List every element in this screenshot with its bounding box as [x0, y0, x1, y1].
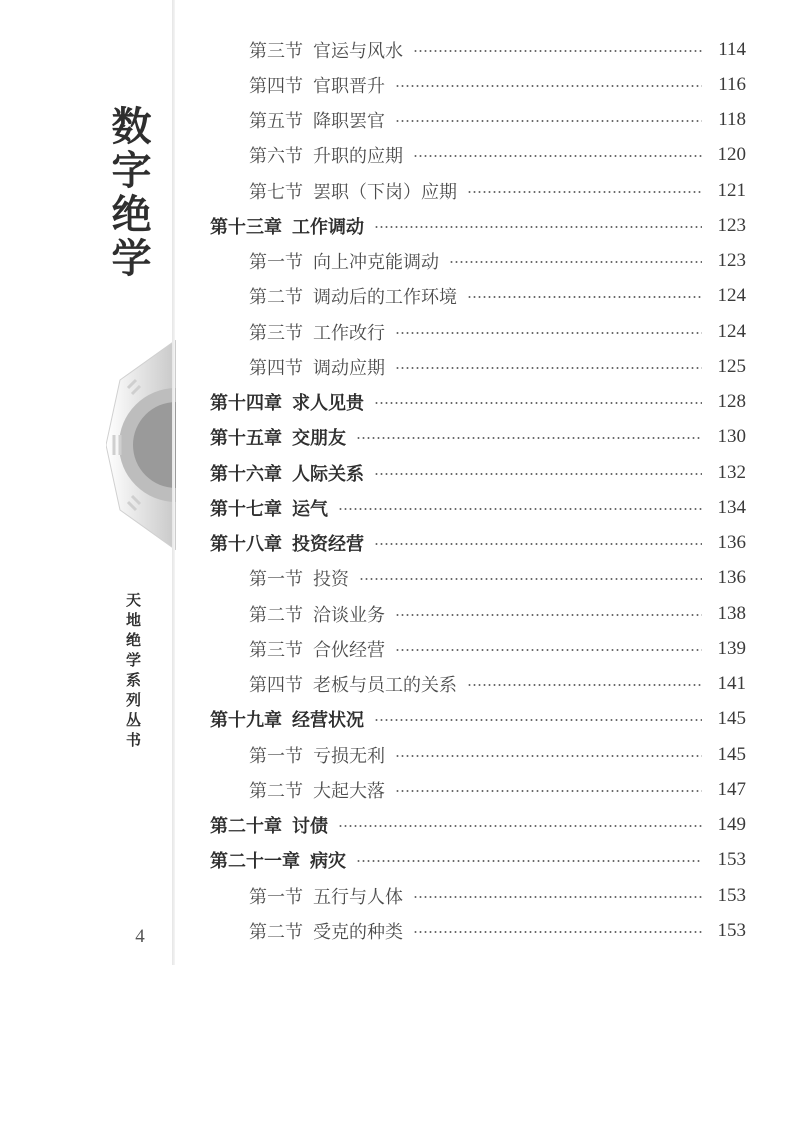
toc-section-entry [210, 349, 746, 384]
toc-section-entry [210, 244, 746, 279]
toc-entry-title: 官运与风水 [313, 40, 403, 62]
toc-entry-title: 罢职（下岗）应期 [313, 181, 457, 203]
toc-entry-label: 第十四章 [210, 393, 282, 415]
toc-entry-page: 153 [717, 884, 746, 906]
toc-entry-label: 第十五章 [210, 428, 282, 450]
toc-entry-title: 病灾 [310, 851, 346, 873]
bagua-emblem-icon [106, 340, 176, 550]
dot-leader [395, 649, 702, 651]
toc-entry-page: 145 [717, 708, 746, 730]
dot-leader [338, 825, 702, 827]
toc-section-entry [210, 103, 746, 138]
toc-chapter-entry [210, 455, 746, 490]
page-number: 4 [135, 926, 145, 947]
toc-entry-page: 123 [717, 250, 746, 272]
toc-entry-page: 128 [717, 391, 746, 413]
toc-chapter-entry [210, 420, 746, 455]
dot-leader [413, 931, 702, 933]
toc-entry-label: 第十九章 [210, 710, 282, 732]
dot-leader [395, 332, 702, 334]
toc-entry-page: 121 [717, 179, 746, 201]
toc-entry-label: 第二十一章 [210, 851, 300, 873]
toc-entry-title: 洽谈业务 [313, 604, 385, 626]
toc-entry-title: 调动后的工作环境 [313, 287, 457, 309]
toc-chapter-entry [210, 490, 746, 525]
toc-section-entry [210, 173, 746, 208]
toc-entry-label: 第一节 [249, 745, 303, 767]
toc-entry-page: 132 [717, 461, 746, 483]
toc-entry-title: 经营状况 [292, 710, 364, 732]
toc-entry-title: 运气 [292, 498, 328, 520]
toc-chapter-entry [210, 526, 746, 561]
dot-leader [356, 437, 702, 439]
toc-section-entry [210, 32, 746, 67]
margin-divider [172, 0, 175, 965]
toc-entry-page: 125 [717, 355, 746, 377]
dot-leader [413, 896, 702, 898]
toc-entry-label: 第二十章 [210, 816, 282, 838]
toc-entry-title: 投资 [313, 569, 349, 591]
book-title: 数字绝学 [105, 105, 152, 281]
toc-section-entry [210, 772, 746, 807]
toc-entry-page: 136 [717, 532, 746, 554]
dot-leader [356, 860, 702, 862]
dot-leader [395, 120, 702, 122]
dot-leader [395, 755, 702, 757]
dot-leader [413, 50, 702, 52]
dot-leader [467, 684, 702, 686]
toc-section-entry [210, 314, 746, 349]
toc-entry-page: 120 [717, 144, 746, 166]
toc-chapter-entry [210, 208, 746, 243]
dot-leader [374, 473, 702, 475]
toc-entry-title: 交朋友 [292, 428, 346, 450]
toc-entry-page: 145 [717, 743, 746, 765]
toc-entry-title: 向上冲克能调动 [313, 252, 439, 274]
dot-leader [413, 155, 702, 157]
toc-entry-label: 第三节 [249, 40, 303, 62]
dot-leader [467, 191, 702, 193]
dot-leader [467, 296, 702, 298]
toc-entry-label: 第一节 [249, 252, 303, 274]
toc-entry-page: 141 [717, 673, 746, 695]
toc-entry-page: 118 [718, 109, 746, 131]
toc-section-entry [210, 631, 746, 666]
toc-entry-title: 求人见贵 [292, 393, 364, 415]
toc-entry-label: 第三节 [249, 639, 303, 661]
toc-entry-title: 官职晋升 [313, 75, 385, 97]
toc-section-entry [210, 737, 746, 772]
toc-entry-label: 第六节 [249, 146, 303, 168]
toc-entry-title: 工作调动 [292, 216, 364, 238]
left-margin [0, 0, 176, 1125]
toc-entry-label: 第一节 [249, 886, 303, 908]
toc-entry-label: 第二节 [249, 780, 303, 802]
dot-leader [374, 543, 702, 545]
toc-section-entry [210, 913, 746, 948]
toc-section-entry [210, 67, 746, 102]
toc-entry-title: 降职罢官 [313, 111, 385, 133]
toc-entry-page: 124 [717, 320, 746, 342]
toc-entry-label: 第十八章 [210, 534, 282, 556]
dot-leader [395, 790, 702, 792]
dot-leader [374, 226, 702, 228]
toc-entry-title: 调动应期 [313, 357, 385, 379]
toc-entry-label: 第七节 [249, 181, 303, 203]
toc-section-entry [210, 279, 746, 314]
toc-entry-page: 138 [717, 602, 746, 624]
toc-entry-page: 153 [717, 849, 746, 871]
toc-section-entry [210, 561, 746, 596]
dot-leader [374, 402, 702, 404]
toc-entry-label: 第三节 [249, 322, 303, 344]
dot-leader [359, 578, 702, 580]
toc-entry-label: 第十三章 [210, 216, 282, 238]
toc-entry-page: 116 [718, 73, 746, 95]
dot-leader [374, 719, 702, 721]
toc-entry-title: 投资经营 [292, 534, 364, 556]
toc-entry-title: 老板与员工的关系 [313, 675, 457, 697]
series-title: 天地绝学系列丛书 [124, 592, 142, 752]
dot-leader [449, 261, 702, 263]
dot-leader [395, 367, 702, 369]
toc-entry-label: 第五节 [249, 111, 303, 133]
toc-entry-label: 第一节 [249, 569, 303, 591]
toc-section-entry [210, 878, 746, 913]
toc-entry-label: 第二节 [249, 604, 303, 626]
toc-entry-page: 153 [717, 919, 746, 941]
toc-entry-title: 五行与人体 [313, 886, 403, 908]
toc-entry-title: 人际关系 [292, 463, 364, 485]
table-of-contents [210, 32, 746, 949]
dot-leader [338, 508, 702, 510]
toc-chapter-entry [210, 808, 746, 843]
toc-entry-label: 第四节 [249, 357, 303, 379]
dot-leader [395, 614, 702, 616]
toc-entry-page: 149 [717, 814, 746, 836]
toc-entry-page: 134 [717, 496, 746, 518]
toc-entry-page: 123 [717, 214, 746, 236]
toc-entry-label: 第十六章 [210, 463, 282, 485]
toc-entry-page: 114 [718, 38, 746, 60]
toc-entry-label: 第十七章 [210, 498, 282, 520]
toc-section-entry [210, 138, 746, 173]
toc-entry-label: 第四节 [249, 75, 303, 97]
toc-entry-title: 升职的应期 [313, 146, 403, 168]
toc-entry-title: 亏损无利 [313, 745, 385, 767]
toc-chapter-entry [210, 702, 746, 737]
toc-entry-title: 讨债 [292, 816, 328, 838]
toc-section-entry [210, 667, 746, 702]
toc-chapter-entry [210, 385, 746, 420]
toc-entry-title: 大起大落 [313, 780, 385, 802]
toc-entry-page: 147 [717, 778, 746, 800]
toc-entry-page: 139 [717, 637, 746, 659]
dot-leader [395, 85, 702, 87]
toc-entry-page: 136 [717, 567, 746, 589]
toc-entry-label: 第二节 [249, 921, 303, 943]
toc-chapter-entry [210, 843, 746, 878]
toc-entry-title: 受克的种类 [313, 921, 403, 943]
toc-entry-page: 130 [717, 426, 746, 448]
toc-entry-title: 工作改行 [313, 322, 385, 344]
toc-entry-label: 第二节 [249, 287, 303, 309]
toc-entry-title: 合伙经营 [313, 639, 385, 661]
toc-entry-label: 第四节 [249, 675, 303, 697]
toc-entry-page: 124 [717, 285, 746, 307]
toc-section-entry [210, 596, 746, 631]
